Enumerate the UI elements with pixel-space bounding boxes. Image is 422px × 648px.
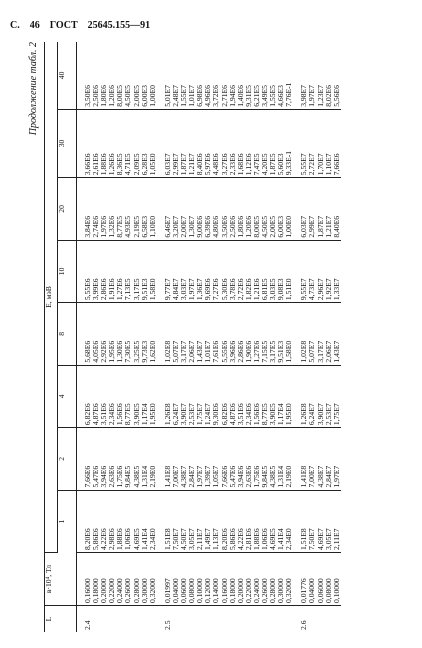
cell-values-1: 8,20E6 5,86E6 4,22E6 2,98E6 1,88E6 1,06E6 4,69E5 1,41E4 2,34E0	[77, 490, 157, 552]
cell-values-2: 7,66E6 5,47E6 3,94E6 2,63E6 1,75E6 9,84E5 4,38E5 1,31E4 2,19E0	[77, 428, 157, 490]
cell-values-20: 3,84E6 2,74E6 1,97E6 1,32E6 8,77E5 4,93E5 2,19E5 6,58E3 1,10E0	[77, 178, 157, 240]
cell-values-4: 1,26E8 6,24E7 3,90E7 2,53E7 1,75E7 1,24E7 9,30E6 6,82E6 4,87E6 3,51E6 2,34E6 1,56E6 8,77E5 3,90E5 1,17E4 1,95E0	[157, 365, 294, 427]
table-row-group	[157, 42, 294, 632]
cell-L: 2.6	[299, 620, 309, 630]
page-prefix: С.	[10, 20, 20, 31]
cell-L: 2.4	[83, 620, 92, 630]
energy-header-1: 1	[58, 490, 77, 552]
cell-values-4: 6,82E6 4,87E6 3,51E6 2,34E6 1,56E6 8,77E5 3,90E5 1,17E4 1,95E0	[77, 365, 157, 427]
table-caption: Продолжение табл. 2	[28, 42, 39, 136]
data-table	[44, 42, 341, 632]
col-header-L: L	[45, 606, 77, 633]
cell-values-10: 5,55E6 3,99E6 2,86E6 1,91E6 1,27E6 7,13E5 3,17E5 9,51E3 1,58E0	[77, 240, 157, 302]
rotated-table-block	[30, 42, 410, 632]
cell-values-2: 1,41E8 7,00E7 4,38E7 2,84E7 1,97E7	[293, 428, 340, 490]
cell-values-20: 6,03E7 2,99E7 1,87E7 1,21E7 8,40E6	[293, 178, 340, 240]
cell-values-40: 5,01E7 2,48E7 1,55E7 1,01E7 6,98E6 4,96E6 3,72E6 2,71E6 1,94E6 1,40E6 9,31E5 6,21E5 3,49E5 1,55E5 4,66E3 7,76E-1	[157, 42, 294, 109]
table-row-group	[77, 42, 157, 632]
cell-e-values: 0,01997 0,04000 0,06000 0,08000 0,10000 0,12000 0,14000 0,16000 0,18000 0,20000 0,22000 0,24000 0,26000 0,28000 0,30000 0,32000	[157, 553, 294, 606]
table-body	[77, 42, 341, 632]
cell-values-8: 1,02E8 5,07E7 3,17E7 2,06E7 1,43E7	[293, 303, 340, 365]
energy-header-30: 30	[58, 109, 77, 177]
cell-e-values: 0,01776 0,04000 0,06000 0,08000 0,10000	[293, 553, 340, 606]
cell-values-1: 1,51E8 7,50E7 4,50E7 3,05E7 2,11E7 1,49E7 1,13E7 8,20E6 5,86E6 4,22E6 2,81E6 1,88E6 1,06E6 4,69E5 1,41E4 2,34E0	[157, 490, 294, 552]
energy-group-header: E, мэВ	[45, 42, 58, 553]
cell-values-40: 3,98E7 1,97E7 1,23E7 8,02E6 5,56E6	[293, 42, 340, 109]
cell-values-1: 1,51E8 7,50E7 4,69E7 3,05E7 2,11E7	[293, 490, 340, 552]
standard-label: ГОСТ	[49, 20, 78, 31]
energy-header-8: 8	[58, 303, 77, 365]
document-number: 25645.155—91	[87, 20, 151, 31]
page-header	[10, 20, 160, 31]
cell-values-10: 9,55E7 4,73E7 2,96E7 1,92E7 1,33E7	[293, 240, 340, 302]
cell-values-8: 5,68E6 4,05E6 2,92E6 1,95E6 1,30E6 7,30E5 3,25E5 9,73E3 1,62E0	[77, 303, 157, 365]
energy-header-2: 2	[58, 428, 77, 490]
energy-header-row	[58, 42, 77, 632]
cell-values-20: 6,46E7 3,20E7 2,00E7 1,30E7 9,00E6 6,39E6 4,80E6 3,50E6 2,50E6 1,80E6 1,20E6 8,00E5 4,50E5 2,00E5 6,00E3 1,00E0	[157, 178, 294, 240]
cell-values-2: 1,41E8 7,00E7 4,38E7 2,84E7 1,97E7 1,39E7 1,05E7 7,66E6 5,47E6 3,94E6 2,63E6 1,75E6 9,84E5 4,38E5 1,31E4 2,19E0	[157, 428, 294, 490]
cell-values-30: 6,03E7 2,99E7 1,87E7 1,21E7 8,40E6 5,97E6 4,48E6 3,27E6 2,33E6 1,68E6 1,12E6 7,47E5 4,20E5 1,87E5 5,60E3 9,33E-1	[157, 109, 294, 177]
cell-values-30: 5,55E7 2,72E7 1,70E7 1,10E7 7,66E6	[293, 109, 340, 177]
cell-values-40: 3,50E6 2,50E6 1,80E6 1,20E6 8,00E5 4,50E5 2,00E5 6,00E3 1,00E0	[77, 42, 157, 109]
energy-header-10: 10	[58, 240, 77, 302]
energy-header-20: 20	[58, 178, 77, 240]
cell-e-values: 0,16000 0,18000 0,20000 0,22000 0,24000 0,26000 0,28000 0,30000 0,32000	[77, 553, 157, 606]
col-header-e: в·10⁴, Тл	[45, 553, 77, 606]
page-number: 46	[29, 20, 40, 31]
cell-L: 2.5	[162, 620, 172, 630]
cell-values-4: 1,26E8 6,24E7 3,90E7 2,53E7 1,75E7	[293, 365, 340, 427]
energy-header-40: 40	[58, 42, 77, 109]
cell-values-8: 1,02E8 5,07E7 3,17E7 2,06E7 1,43E7 1,01E7 7,61E6 5,55E6 3,96E6 2,86E6 1,90E6 1,27E6 7,15E5 3,17E5 9,51E3 1,58E0	[157, 303, 294, 365]
cell-values-30: 3,66E6 2,61E6 1,88E6 1,26E6 8,36E5 4,71E5 2,09E5 6,28E3 1,05E0	[77, 109, 157, 177]
cell-values-10: 9,77E7 4,84E7 3,03E7 1,97E7 1,36E7 9,69E6 7,27E6 5,30E6 3,78E6 2,72E6 1,82E6 1,21E6 6,81E5 3,03E5 9,08E3 1,51E0	[157, 240, 294, 302]
table-row-group	[293, 42, 340, 632]
energy-header-4: 4	[58, 365, 77, 427]
